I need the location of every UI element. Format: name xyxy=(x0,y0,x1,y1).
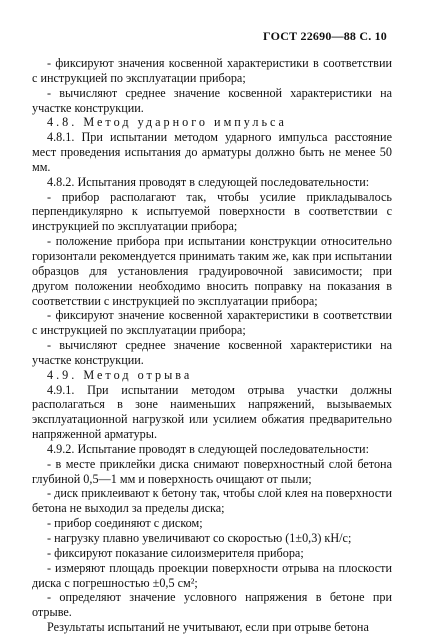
page-header: ГОСТ 22690—88 С. 10 xyxy=(263,29,387,43)
paragraph: 4.9.1. При испытании методом отрыва участки должны располагаться в зоне наименьших напряжений, вызываемых эксплуатационной нагрузкой или усилием обжатия предварительно напряженной арматуры. xyxy=(32,382,392,442)
paragraph: - вычисляют среднее значение косвенной характеристики на участке конструкции. xyxy=(32,85,392,115)
paragraph: - измеряют площадь проекции поверхности отрыва на плоскости диска с погрешностью ±0,5 см²; xyxy=(32,560,392,590)
paragraph: Результаты испытаний не учитывают, если при отрыве бетона xyxy=(47,620,369,635)
section-heading: 4.8. Метод ударного импульса xyxy=(47,115,287,130)
paragraph: 4.9.2. Испытание проводят в следующей последовательности: xyxy=(47,441,369,456)
paragraph: - фиксируют значение косвенной характеристики в соответствии с инструкцией по эксплуатации прибора; xyxy=(32,308,392,338)
paragraph: - прибор соединяют с диском; xyxy=(47,516,203,531)
page-body xyxy=(32,56,392,635)
paragraph: - нагрузку плавно увеличивают со скоростью (1±0,3) кН/с; xyxy=(47,531,352,545)
paragraph: - положение прибора при испытании конструкции относительно горизонтали рекомендуется принимать таким же, как при испытании образцов для установления градуировочной зависимости; при другом положении необходимо вносить поправку на показания в соответствии с инструкцией по эксплуатации прибора; xyxy=(32,234,392,308)
paragraph: 4.8.2. Испытания проводят в следующей последовательности: xyxy=(47,174,370,189)
paragraph: - фиксируют показание силоизмерителя прибора; xyxy=(47,545,304,560)
paragraph: - прибор располагают так, чтобы усилие прикладывалось перпендикулярно к испытуемой поверхности в соответствии с инструкцией по эксплуатации прибора; xyxy=(32,189,392,234)
paragraph: - в месте приклейки диска снимают поверхностный слой бетона глубиной 0,5—1 мм и поверхность очищают от пыли; xyxy=(32,456,392,486)
paragraph: - определяют значение условного напряжения в бетоне при отрыве. xyxy=(32,590,392,620)
section-heading: 4.9. Метод отрыва xyxy=(47,367,193,382)
paragraph: - фиксируют значения косвенной характеристики в соответствии с инструкцией по эксплуатации прибора; xyxy=(32,56,392,85)
paragraph: - вычисляют среднее значение косвенной характеристики на участке конструкции. xyxy=(32,338,392,367)
paragraph: 4.8.1. При испытании методом ударного импульса расстояние мест проведения испытания до арматуры должно быть не менее 50 мм. xyxy=(32,130,392,174)
paragraph: - диск приклеивают к бетону так, чтобы слой клея на поверхности бетона не выходил за пределы диска; xyxy=(32,486,392,516)
